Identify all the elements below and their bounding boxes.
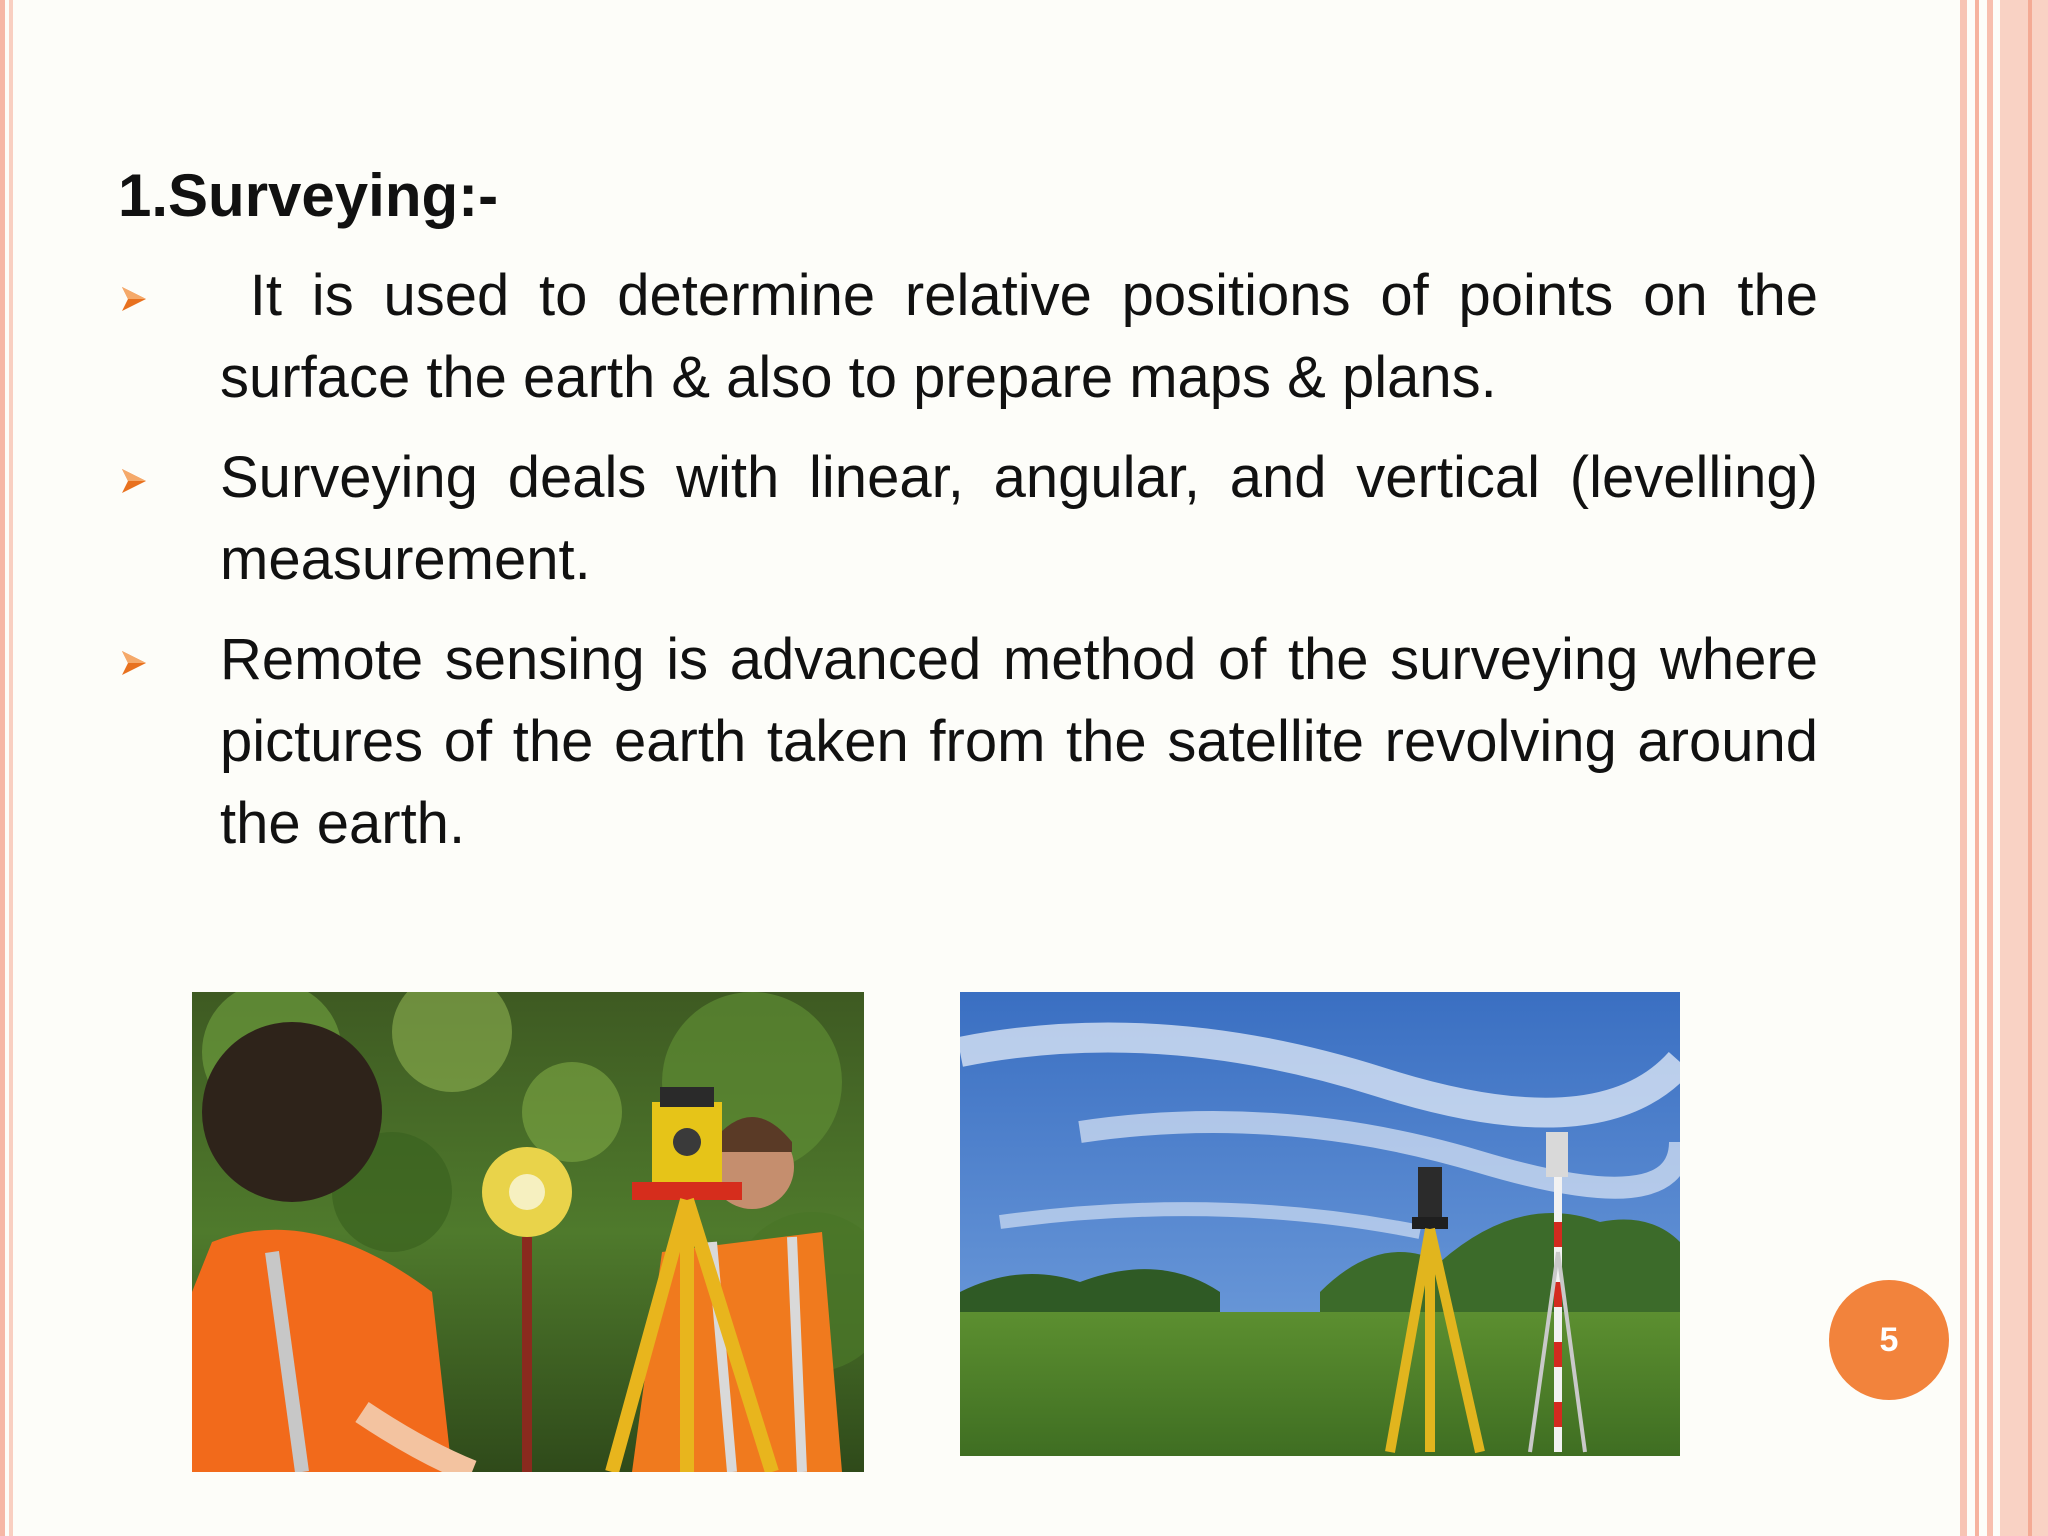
surveyors-photo [192, 992, 864, 1472]
page-number-badge: 5 [1829, 1280, 1949, 1400]
bullet-item [118, 255, 1835, 419]
arrowhead-bullet-icon [118, 647, 150, 679]
tripod-meadow-photo [960, 992, 1680, 1456]
bullet-text: Surveying deals with linear, angular, and vertical (levelling) measurement. [220, 445, 1818, 592]
right-border-stripe [2000, 0, 2048, 1536]
left-border-stripe [0, 0, 5, 1536]
bullet-text: Remote sensing is advanced method of the surveying where pictures of the earth taken from the satellite revolving around the earth. [220, 627, 1818, 856]
left-border-stripe [9, 0, 13, 1536]
right-border-stripe [1960, 0, 1967, 1536]
bullet-list [118, 255, 1835, 883]
right-border-stripe [1975, 0, 1979, 1536]
bullet-text: It is used to determine relative positions of points on the surface the earth & also to prepare maps & plans. [220, 263, 1835, 410]
arrowhead-bullet-icon [118, 283, 150, 315]
arrowhead-bullet-icon [118, 465, 150, 497]
right-border-stripe [2028, 0, 2032, 1536]
bullet-item [118, 619, 1818, 865]
right-border-stripe [1987, 0, 1993, 1536]
slide-title: 1.Surveying:- [118, 162, 499, 229]
bullet-item [118, 437, 1818, 601]
